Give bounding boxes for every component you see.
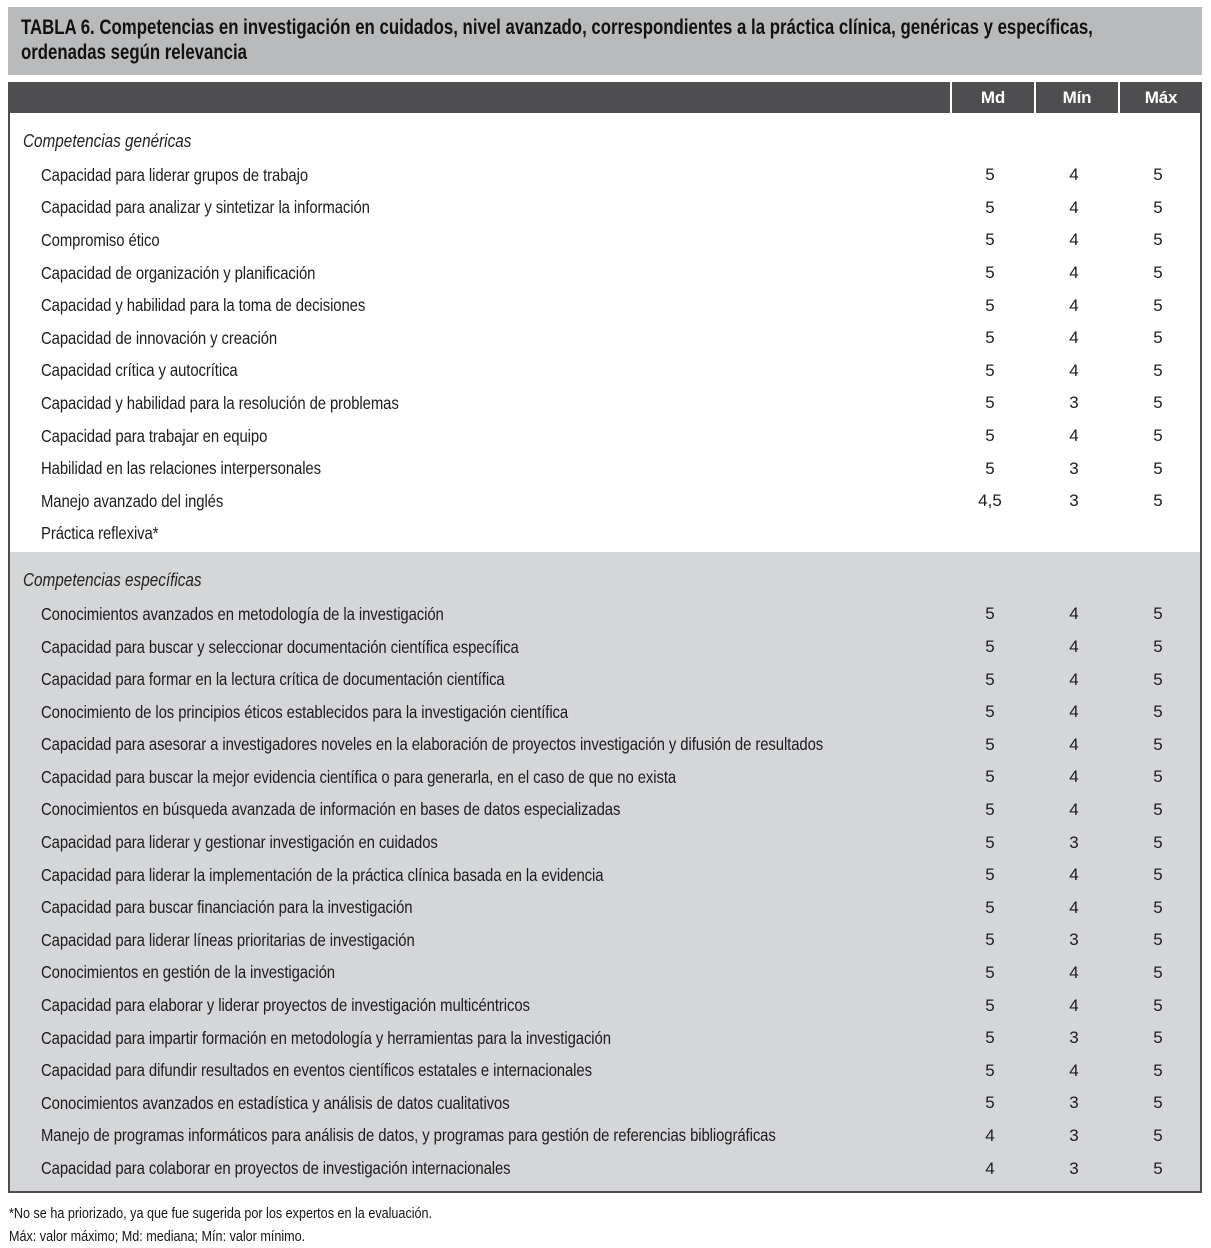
row-max: 5 (1153, 1060, 1163, 1080)
table-row (10, 518, 1200, 551)
table-title-bar (8, 7, 1202, 75)
row-label: Capacidad crítica y autocrítica (41, 360, 238, 381)
row-md: 5 (985, 1093, 995, 1113)
table-column-header (8, 82, 1202, 113)
row-min: 4 (1069, 897, 1079, 917)
row-min: 3 (1069, 393, 1079, 413)
row-max: 5 (1153, 1158, 1163, 1178)
row-min: 4 (1069, 799, 1079, 819)
row-min: 4 (1069, 295, 1079, 315)
row-max: 5 (1153, 897, 1163, 917)
column-header-spacer (8, 82, 950, 113)
column-header-max: Máx (1118, 82, 1202, 113)
row-min: 4 (1069, 669, 1079, 689)
row-max: 5 (1153, 360, 1163, 380)
row-max: 5 (1153, 865, 1163, 885)
row-min: 4 (1069, 1060, 1079, 1080)
row-max: 5 (1153, 393, 1163, 413)
row-max: 5 (1153, 962, 1163, 982)
row-max: 5 (1153, 263, 1163, 283)
table-row (10, 420, 1200, 453)
table-row (10, 794, 1200, 827)
table-section (10, 113, 1200, 552)
table-footnotes (8, 1193, 1202, 1248)
row-label: Capacidad para buscar la mejor evidencia científica o para generarla, en el caso de que no exista (41, 766, 677, 787)
row-min: 3 (1069, 491, 1079, 511)
row-md: 5 (985, 458, 995, 478)
table-row (10, 859, 1200, 892)
row-md: 5 (985, 263, 995, 283)
row-label: Capacidad y habilidad para la resolución de problemas (41, 392, 399, 413)
row-md: 5 (985, 995, 995, 1015)
row-md: 5 (985, 832, 995, 852)
row-label: Capacidad para colaborar en proyectos de investigación internacionales (41, 1158, 511, 1179)
row-label: Capacidad para liderar grupos de trabajo (41, 164, 309, 185)
row-min: 4 (1069, 328, 1079, 348)
row-label: Capacidad para buscar y seleccionar documentación científica específica (41, 636, 519, 657)
row-max: 5 (1153, 1093, 1163, 1113)
table-row (10, 485, 1200, 518)
row-label: Conocimientos en búsqueda avanzada de información en bases de datos especializadas (41, 799, 621, 820)
row-min: 3 (1069, 832, 1079, 852)
row-max: 5 (1153, 930, 1163, 950)
table-row (10, 1022, 1200, 1055)
table-row (10, 663, 1200, 696)
row-min: 3 (1069, 1125, 1079, 1145)
row-min: 3 (1069, 930, 1079, 950)
column-header-min: Mín (1034, 82, 1118, 113)
row-max: 5 (1153, 197, 1163, 217)
row-min: 4 (1069, 165, 1079, 185)
row-md: 5 (985, 604, 995, 624)
row-md: 5 (985, 360, 995, 380)
row-max: 5 (1153, 767, 1163, 787)
table-row (10, 729, 1200, 762)
table-row (10, 224, 1200, 257)
row-md: 5 (985, 669, 995, 689)
row-label: Capacidad para analizar y sintetizar la información (41, 197, 370, 218)
row-label: Capacidad para difundir resultados en eventos científicos estatales e internacionales (41, 1060, 592, 1081)
row-min: 4 (1069, 360, 1079, 380)
table-row (10, 631, 1200, 664)
row-min: 4 (1069, 734, 1079, 754)
table-row (10, 452, 1200, 485)
table-row (10, 387, 1200, 420)
row-min: 3 (1069, 1028, 1079, 1048)
row-min: 4 (1069, 426, 1079, 446)
row-min: 4 (1069, 962, 1079, 982)
section-header-row (10, 123, 1200, 159)
row-max: 5 (1153, 458, 1163, 478)
row-md: 5 (985, 767, 995, 787)
row-min: 4 (1069, 767, 1079, 787)
row-md: 4 (985, 1158, 995, 1178)
section-header-row (10, 562, 1200, 598)
table-row (10, 989, 1200, 1022)
table-row (10, 1120, 1200, 1153)
row-label: Manejo de programas informáticos para análisis de datos, y programas para gestión de referencias bibliográficas (41, 1125, 776, 1146)
row-md: 5 (985, 734, 995, 754)
row-max: 5 (1153, 702, 1163, 722)
row-max: 5 (1153, 832, 1163, 852)
table-row (10, 355, 1200, 388)
table-row (10, 891, 1200, 924)
table-row (10, 1152, 1200, 1185)
table-row (10, 696, 1200, 729)
table-row (10, 826, 1200, 859)
row-max: 5 (1153, 995, 1163, 1015)
row-label: Habilidad en las relaciones interpersonales (41, 458, 321, 479)
row-label: Conocimientos avanzados en estadística y análisis de datos cualitativos (41, 1092, 510, 1113)
row-md: 5 (985, 897, 995, 917)
row-label: Capacidad y habilidad para la toma de decisiones (41, 295, 366, 316)
table-row (10, 598, 1200, 631)
row-md: 5 (985, 197, 995, 217)
row-md: 5 (985, 865, 995, 885)
row-md: 5 (985, 930, 995, 950)
row-md: 5 (985, 295, 995, 315)
footnote-asterisk: *No se ha priorizado, ya que fue sugerida por los expertos en la evaluación. (9, 1204, 433, 1222)
table-row (10, 322, 1200, 355)
row-min: 3 (1069, 1093, 1079, 1113)
row-label: Capacidad para liderar líneas prioritarias de investigación (41, 929, 415, 950)
row-min: 4 (1069, 604, 1079, 624)
row-label: Conocimiento de los principios éticos establecidos para la investigación científica (41, 701, 569, 722)
row-md: 5 (985, 393, 995, 413)
row-label: Capacidad para buscar financiación para la investigación (41, 897, 413, 918)
row-max: 5 (1153, 637, 1163, 657)
row-md: 5 (985, 165, 995, 185)
row-max: 5 (1153, 604, 1163, 624)
row-min: 4 (1069, 995, 1079, 1015)
row-max: 5 (1153, 426, 1163, 446)
row-label: Capacidad de organización y planificación (41, 262, 316, 283)
row-max: 5 (1153, 669, 1163, 689)
row-label: Capacidad para trabajar en equipo (41, 425, 268, 446)
row-min: 4 (1069, 263, 1079, 283)
row-min: 4 (1069, 230, 1079, 250)
column-header-md: Md (950, 82, 1034, 113)
row-label: Capacidad para liderar y gestionar investigación en cuidados (41, 832, 438, 853)
row-label: Capacidad para formar en la lectura crítica de documentación científica (41, 669, 505, 690)
row-label: Práctica reflexiva* (41, 523, 159, 544)
table-title-line1: TABLA 6. Competencias en investigación en cuidados, nivel avanzado, correspondientes a la práctica clínica, genéricas y específicas, (21, 16, 1093, 39)
row-md: 5 (985, 230, 995, 250)
table-section (10, 552, 1200, 1191)
table-row (10, 159, 1200, 192)
row-max: 5 (1153, 734, 1163, 754)
row-md: 5 (985, 702, 995, 722)
row-max: 5 (1153, 1125, 1163, 1145)
row-md: 5 (985, 799, 995, 819)
row-label: Capacidad de innovación y creación (41, 327, 278, 348)
row-md: 4,5 (978, 491, 1002, 511)
table-row (10, 957, 1200, 990)
section-label: Competencias específicas (23, 569, 202, 590)
table-body (8, 113, 1202, 1193)
row-md: 5 (985, 328, 995, 348)
row-label: Capacidad para asesorar a investigadores noveles en la elaboración de proyectos investigación y difusión de resultados (41, 734, 824, 755)
table-row (10, 289, 1200, 322)
row-label: Compromiso ético (41, 229, 160, 250)
row-md: 5 (985, 637, 995, 657)
row-max: 5 (1153, 491, 1163, 511)
row-max: 5 (1153, 1028, 1163, 1048)
row-label: Conocimientos en gestión de la investigación (41, 962, 335, 983)
row-md: 5 (985, 1060, 995, 1080)
row-max: 5 (1153, 165, 1163, 185)
table-row (10, 192, 1200, 225)
row-min: 4 (1069, 702, 1079, 722)
row-label: Capacidad para impartir formación en metodología y herramientas para la investigación (41, 1027, 611, 1048)
row-label: Capacidad para elaborar y liderar proyectos de investigación multicéntricos (41, 995, 530, 1016)
row-label: Conocimientos avanzados en metodología de la investigación (41, 603, 444, 624)
row-max: 5 (1153, 799, 1163, 819)
row-max: 5 (1153, 295, 1163, 315)
table-row (10, 924, 1200, 957)
row-min: 3 (1069, 458, 1079, 478)
row-label: Capacidad para liderar la implementación de la práctica clínica basada en la evidencia (41, 864, 604, 885)
row-max: 5 (1153, 230, 1163, 250)
section-label: Competencias genéricas (23, 130, 192, 151)
table-row (10, 257, 1200, 290)
table-row (10, 761, 1200, 794)
row-min: 4 (1069, 637, 1079, 657)
row-min: 3 (1069, 1158, 1079, 1178)
row-min: 4 (1069, 865, 1079, 885)
row-md: 4 (985, 1125, 995, 1145)
row-md: 5 (985, 426, 995, 446)
row-min: 4 (1069, 197, 1079, 217)
row-md: 5 (985, 1028, 995, 1048)
table-row (10, 1054, 1200, 1087)
row-label: Manejo avanzado del inglés (41, 490, 224, 511)
table-row (10, 1087, 1200, 1120)
table-title-line2: ordenadas según relevancia (21, 40, 247, 64)
row-md: 5 (985, 962, 995, 982)
footnote-abbreviations: Máx: valor máximo; Md: mediana; Mín: valor mínimo. (9, 1227, 306, 1245)
row-max: 5 (1153, 328, 1163, 348)
